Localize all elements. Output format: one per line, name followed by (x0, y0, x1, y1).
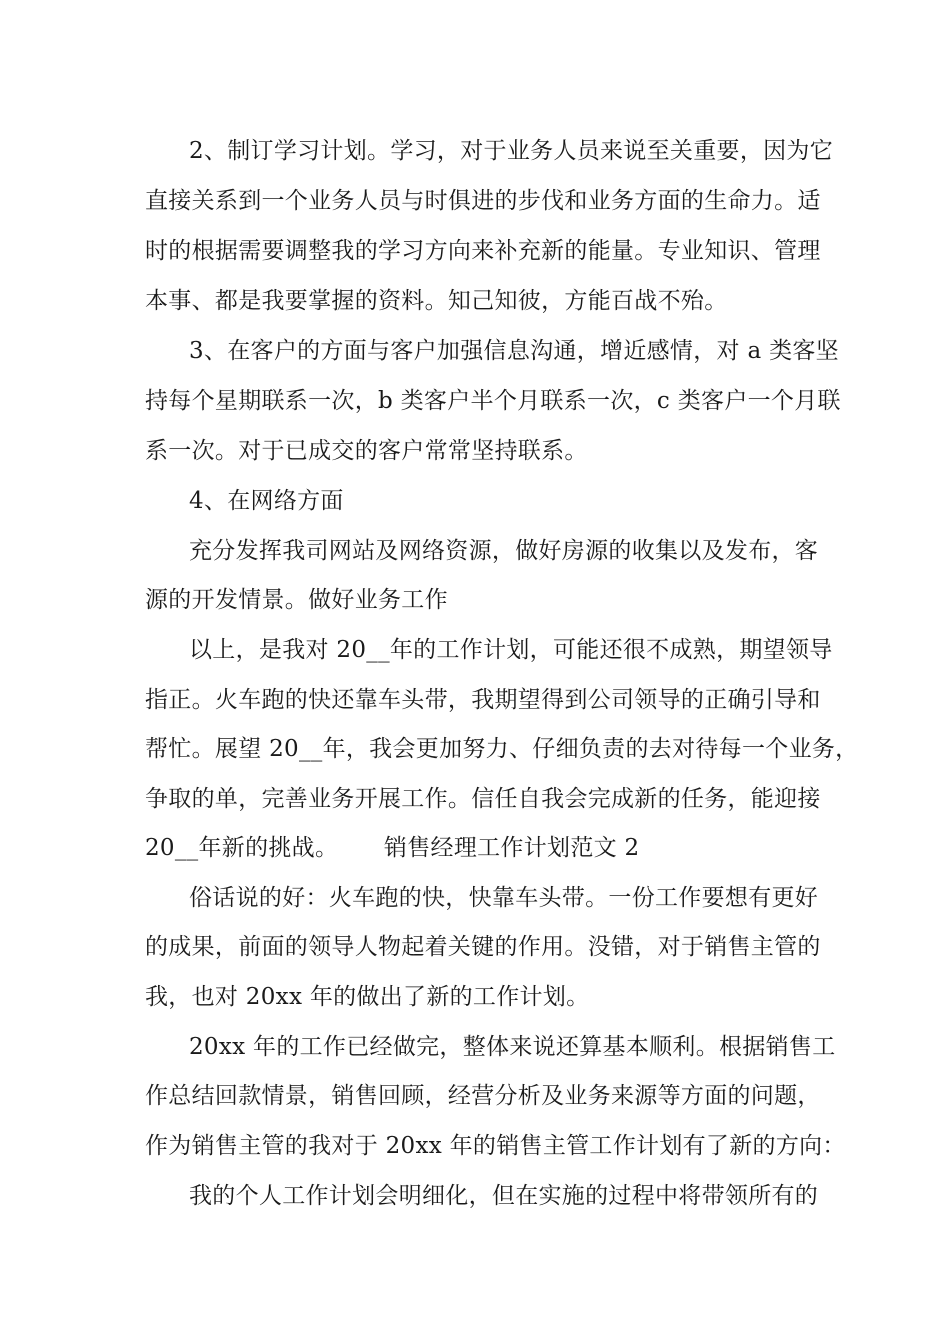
text-line: 2、制订学习计划。学习，对于业务人员来说至关重要，因为它 (189, 138, 834, 164)
text-line: 争取的单，完善业务开展工作。信任自我会完成新的任务，能迎接 (145, 786, 821, 812)
text-line: 俗话说的好：火车跑的快，快靠车头带。一份工作要想有更好 (189, 885, 819, 911)
text-line: 20xx 年的工作已经做完，整体来说还算基本顺利。根据销售工 (189, 1034, 836, 1060)
text-line: 3、在客户的方面与客户加强信息沟通，增近感情，对 a 类客坚 (189, 338, 839, 364)
text-line: 指正。火车跑的快还靠车头带，我期望得到公司领导的正确引导和 (145, 687, 821, 713)
text-line: 帮忙。展望 20__年，我会更加努力、仔细负责的去对待每一个业务， (145, 736, 859, 762)
text-line: 直接关系到一个业务人员与时俱进的步伐和业务方面的生命力。适 (145, 188, 821, 214)
text-line: 本事、都是我要掌握的资料。知己知彼，方能百战不殆。 (145, 288, 728, 314)
text-line: 源的开发情景。做好业务工作 (145, 587, 448, 613)
text-line: 系一次。对于已成交的客户常常坚持联系。 (145, 438, 588, 464)
text-line: 时的根据需要调整我的学习方向来补充新的能量。专业知识、管理 (145, 238, 821, 264)
text-line: 作总结回款情景，销售回顾，经营分析及业务来源等方面的问题， (145, 1083, 821, 1109)
text-line: 我的个人工作计划会明细化，但在实施的过程中将带领所有的 (189, 1183, 819, 1209)
text-line: 4、在网络方面 (189, 488, 344, 514)
text-line: 我，也对 20xx 年的做出了新的工作计划。 (145, 984, 590, 1010)
text-line: 持每个星期联系一次，b 类客户半个月联系一次，c 类客户一个月联 (145, 388, 841, 414)
text-line: 以上，是我对 20__年的工作计划，可能还很不成熟，期望领导 (189, 637, 833, 663)
text-line: 作为销售主管的我对于 20xx 年的销售主管工作计划有了新的方向： (145, 1133, 846, 1159)
text-line: 的成果，前面的领导人物起着关键的作用。没错，对于销售主管的 (145, 934, 821, 960)
text-line: 充分发挥我司网站及网络资源，做好房源的收集以及发布，客 (189, 538, 819, 564)
text-line: 20__年新的挑战。 销售经理工作计划范文 2 (145, 835, 640, 861)
